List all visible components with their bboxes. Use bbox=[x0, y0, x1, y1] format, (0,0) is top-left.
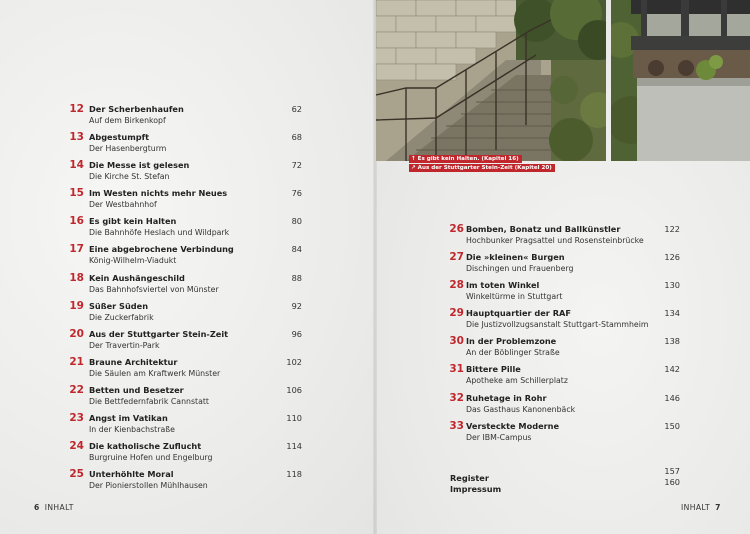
back-matter-label: Impressum bbox=[450, 484, 502, 494]
chapter-title: Bittere Pille bbox=[466, 364, 521, 375]
chapter-title: Unterhöhlte Moral bbox=[89, 469, 174, 480]
toc-entry[interactable] bbox=[448, 222, 680, 250]
chapter-title: Betten und Besetzer bbox=[89, 384, 184, 395]
chapter-number: 15 bbox=[69, 187, 84, 200]
page-number: 96 bbox=[291, 328, 302, 339]
toc-entry[interactable] bbox=[448, 362, 680, 390]
chapter-title: Die »kleinen« Burgen bbox=[466, 252, 565, 263]
chapter-subtitle: Das Bahnhofsviertel von Münster bbox=[89, 284, 219, 294]
toc-entry[interactable] bbox=[62, 271, 302, 299]
chapter-title: Abgestumpft bbox=[89, 132, 150, 143]
toc-entry[interactable] bbox=[62, 327, 302, 355]
chapter-number: 26 bbox=[449, 223, 464, 235]
chapter-subtitle: Hochbunker Pragsattel und Rosensteinbrücke bbox=[466, 236, 644, 245]
page-number: 134 bbox=[664, 308, 680, 319]
page-number: 102 bbox=[286, 356, 302, 367]
chapter-number: 25 bbox=[69, 468, 84, 481]
page-number: 80 bbox=[291, 216, 302, 227]
chapter-subtitle: Das Gasthaus Kanonenbäck bbox=[466, 404, 576, 414]
chapter-number: 21 bbox=[69, 355, 84, 368]
chapter-subtitle: Die Kirche St. Stefan bbox=[89, 172, 170, 182]
chapter-subtitle: Die Bahnhöfe Heslach und Wildpark bbox=[89, 228, 230, 238]
chapter-title: Versteckte Moderne bbox=[466, 420, 560, 431]
page-number: 122 bbox=[664, 224, 680, 234]
page-number: 92 bbox=[291, 300, 302, 311]
chapter-number: 12 bbox=[69, 103, 84, 115]
toc-entry[interactable] bbox=[62, 355, 302, 383]
chapter-title: Eine abgebrochene Verbindung bbox=[89, 244, 234, 255]
chapter-number: 28 bbox=[449, 279, 464, 292]
chapter-title: Im toten Winkel bbox=[466, 280, 540, 291]
back-matter-list bbox=[450, 466, 680, 494]
photo-caption-stairs: ↑ Es gibt kein Halten. (Kapitel 16) bbox=[409, 155, 522, 163]
toc-entry[interactable] bbox=[62, 214, 302, 242]
chapter-title: Die katholische Zuflucht bbox=[89, 441, 202, 452]
chapter-title: Süßer Süden bbox=[89, 300, 149, 311]
folio-left bbox=[34, 503, 74, 512]
chapter-subtitle: Auf dem Birkenkopf bbox=[89, 116, 166, 125]
chapter-number: 14 bbox=[69, 159, 84, 172]
page-number: 138 bbox=[664, 336, 680, 347]
chapter-subtitle: Der Westbahnhof bbox=[89, 200, 157, 210]
chapter-title: Hauptquartier der RAF bbox=[466, 308, 571, 319]
chapter-title: Ruhetage in Rohr bbox=[466, 392, 547, 403]
toc-entry[interactable] bbox=[62, 130, 302, 158]
photo-stairs bbox=[376, 0, 606, 161]
folio-right bbox=[681, 503, 721, 512]
chapter-title: Es gibt kein Halten bbox=[89, 216, 177, 227]
chapter-subtitle: Winkeltürme in Stuttgart bbox=[466, 292, 563, 302]
page-number: 114 bbox=[286, 441, 302, 452]
page-number: 106 bbox=[286, 384, 302, 395]
toc-entry[interactable] bbox=[448, 250, 680, 278]
chapter-subtitle: Der Travertin-Park bbox=[89, 340, 160, 350]
back-matter-entry[interactable] bbox=[450, 477, 680, 494]
chapter-subtitle: Der Hasenbergturm bbox=[89, 144, 167, 154]
photo-caption-travertin: ↗ Aus der Stuttgarter Stein-Zeit (Kapitel 20) bbox=[409, 164, 555, 172]
toc-entry[interactable] bbox=[62, 102, 302, 130]
chapter-subtitle: Apotheke am Schillerplatz bbox=[466, 376, 568, 386]
chapter-number: 18 bbox=[69, 271, 84, 284]
chapter-title: Braune Architektur bbox=[89, 356, 178, 367]
toc-left bbox=[62, 102, 302, 495]
toc-entry[interactable] bbox=[448, 306, 680, 334]
chapter-number: 20 bbox=[69, 327, 84, 340]
toc-entry[interactable] bbox=[448, 278, 680, 306]
toc-entry[interactable] bbox=[62, 383, 302, 411]
chapter-subtitle: Burgruine Hofen und Engelburg bbox=[89, 453, 213, 463]
chapter-title: Bomben, Bonatz und Ballkünstler bbox=[466, 224, 621, 234]
page-number: 118 bbox=[286, 469, 302, 480]
folio-page-number: 6 bbox=[34, 503, 40, 512]
toc-right bbox=[448, 222, 680, 447]
page-number: 160 bbox=[664, 477, 680, 487]
chapter-subtitle: An der Böblinger Straße bbox=[466, 348, 560, 358]
chapter-number: 19 bbox=[69, 299, 84, 312]
page-number: 68 bbox=[291, 132, 302, 143]
folio-section-label: INHALT bbox=[681, 503, 711, 512]
chapter-subtitle: In der Kienbachstraße bbox=[89, 425, 175, 435]
page-number: 146 bbox=[664, 392, 680, 403]
toc-entry[interactable] bbox=[448, 334, 680, 362]
chapter-number: 23 bbox=[69, 412, 84, 425]
chapter-number: 32 bbox=[449, 391, 464, 404]
toc-entry[interactable] bbox=[62, 299, 302, 327]
page-number: 76 bbox=[291, 188, 302, 199]
chapter-subtitle: Der Pionierstollen Mühlhausen bbox=[89, 481, 208, 491]
toc-entry[interactable] bbox=[448, 419, 680, 447]
chapter-subtitle: König-Wilhelm-Viadukt bbox=[89, 256, 177, 266]
chapter-title: Der Scherbenhaufen bbox=[89, 104, 184, 114]
chapter-subtitle: Die Bettfedernfabrik Cannstatt bbox=[89, 396, 209, 406]
chapter-number: 31 bbox=[449, 363, 464, 376]
back-matter-label: Register bbox=[450, 473, 489, 483]
chapter-number: 22 bbox=[69, 383, 84, 396]
chapter-subtitle: Die Säulen am Kraftwerk Münster bbox=[89, 368, 221, 378]
page-number: 62 bbox=[291, 104, 302, 114]
page-number: 130 bbox=[664, 280, 680, 291]
chapter-number: 27 bbox=[449, 251, 464, 264]
page-number: 84 bbox=[291, 244, 302, 255]
chapter-subtitle: Dischingen und Frauenberg bbox=[466, 264, 574, 274]
page-number: 142 bbox=[664, 364, 680, 375]
toc-entry[interactable] bbox=[62, 467, 302, 495]
page-number: 72 bbox=[291, 160, 302, 171]
chapter-number: 29 bbox=[449, 307, 464, 320]
chapter-title: Aus der Stuttgarter Stein-Zeit bbox=[89, 328, 229, 339]
page-number: 88 bbox=[291, 272, 302, 283]
chapter-title: Angst im Vatikan bbox=[89, 413, 168, 424]
toc-entry[interactable] bbox=[62, 186, 302, 214]
chapter-number: 33 bbox=[449, 419, 464, 432]
chapter-title: In der Problemzone bbox=[466, 336, 557, 347]
page-number: 157 bbox=[664, 466, 680, 476]
chapter-title: Die Messe ist gelesen bbox=[89, 160, 190, 171]
toc-entry[interactable] bbox=[62, 158, 302, 186]
chapter-subtitle: Die Justizvollzugsanstalt Stuttgart-Stammheim bbox=[466, 320, 649, 330]
page-number: 150 bbox=[664, 420, 680, 431]
chapter-number: 13 bbox=[69, 131, 84, 144]
chapter-number: 24 bbox=[69, 440, 84, 453]
toc-entry[interactable] bbox=[448, 391, 680, 419]
toc-entry[interactable] bbox=[62, 439, 302, 467]
page-number: 110 bbox=[286, 413, 302, 424]
chapter-subtitle: Die Zuckerfabrik bbox=[89, 312, 154, 322]
chapter-number: 30 bbox=[449, 335, 464, 348]
page-number: 126 bbox=[664, 252, 680, 263]
toc-entry[interactable] bbox=[62, 242, 302, 270]
toc-entry[interactable] bbox=[62, 411, 302, 439]
chapter-number: 16 bbox=[69, 215, 84, 228]
chapter-number: 17 bbox=[69, 243, 84, 256]
chapter-title: Im Westen nichts mehr Neues bbox=[89, 188, 228, 199]
chapter-title: Kein Aushängeschild bbox=[89, 272, 185, 283]
chapter-subtitle: Der IBM-Campus bbox=[466, 432, 532, 442]
folio-section-label: INHALT bbox=[44, 503, 74, 512]
folio-page-number: 7 bbox=[715, 503, 721, 512]
photo-rail-bridge bbox=[611, 0, 750, 161]
